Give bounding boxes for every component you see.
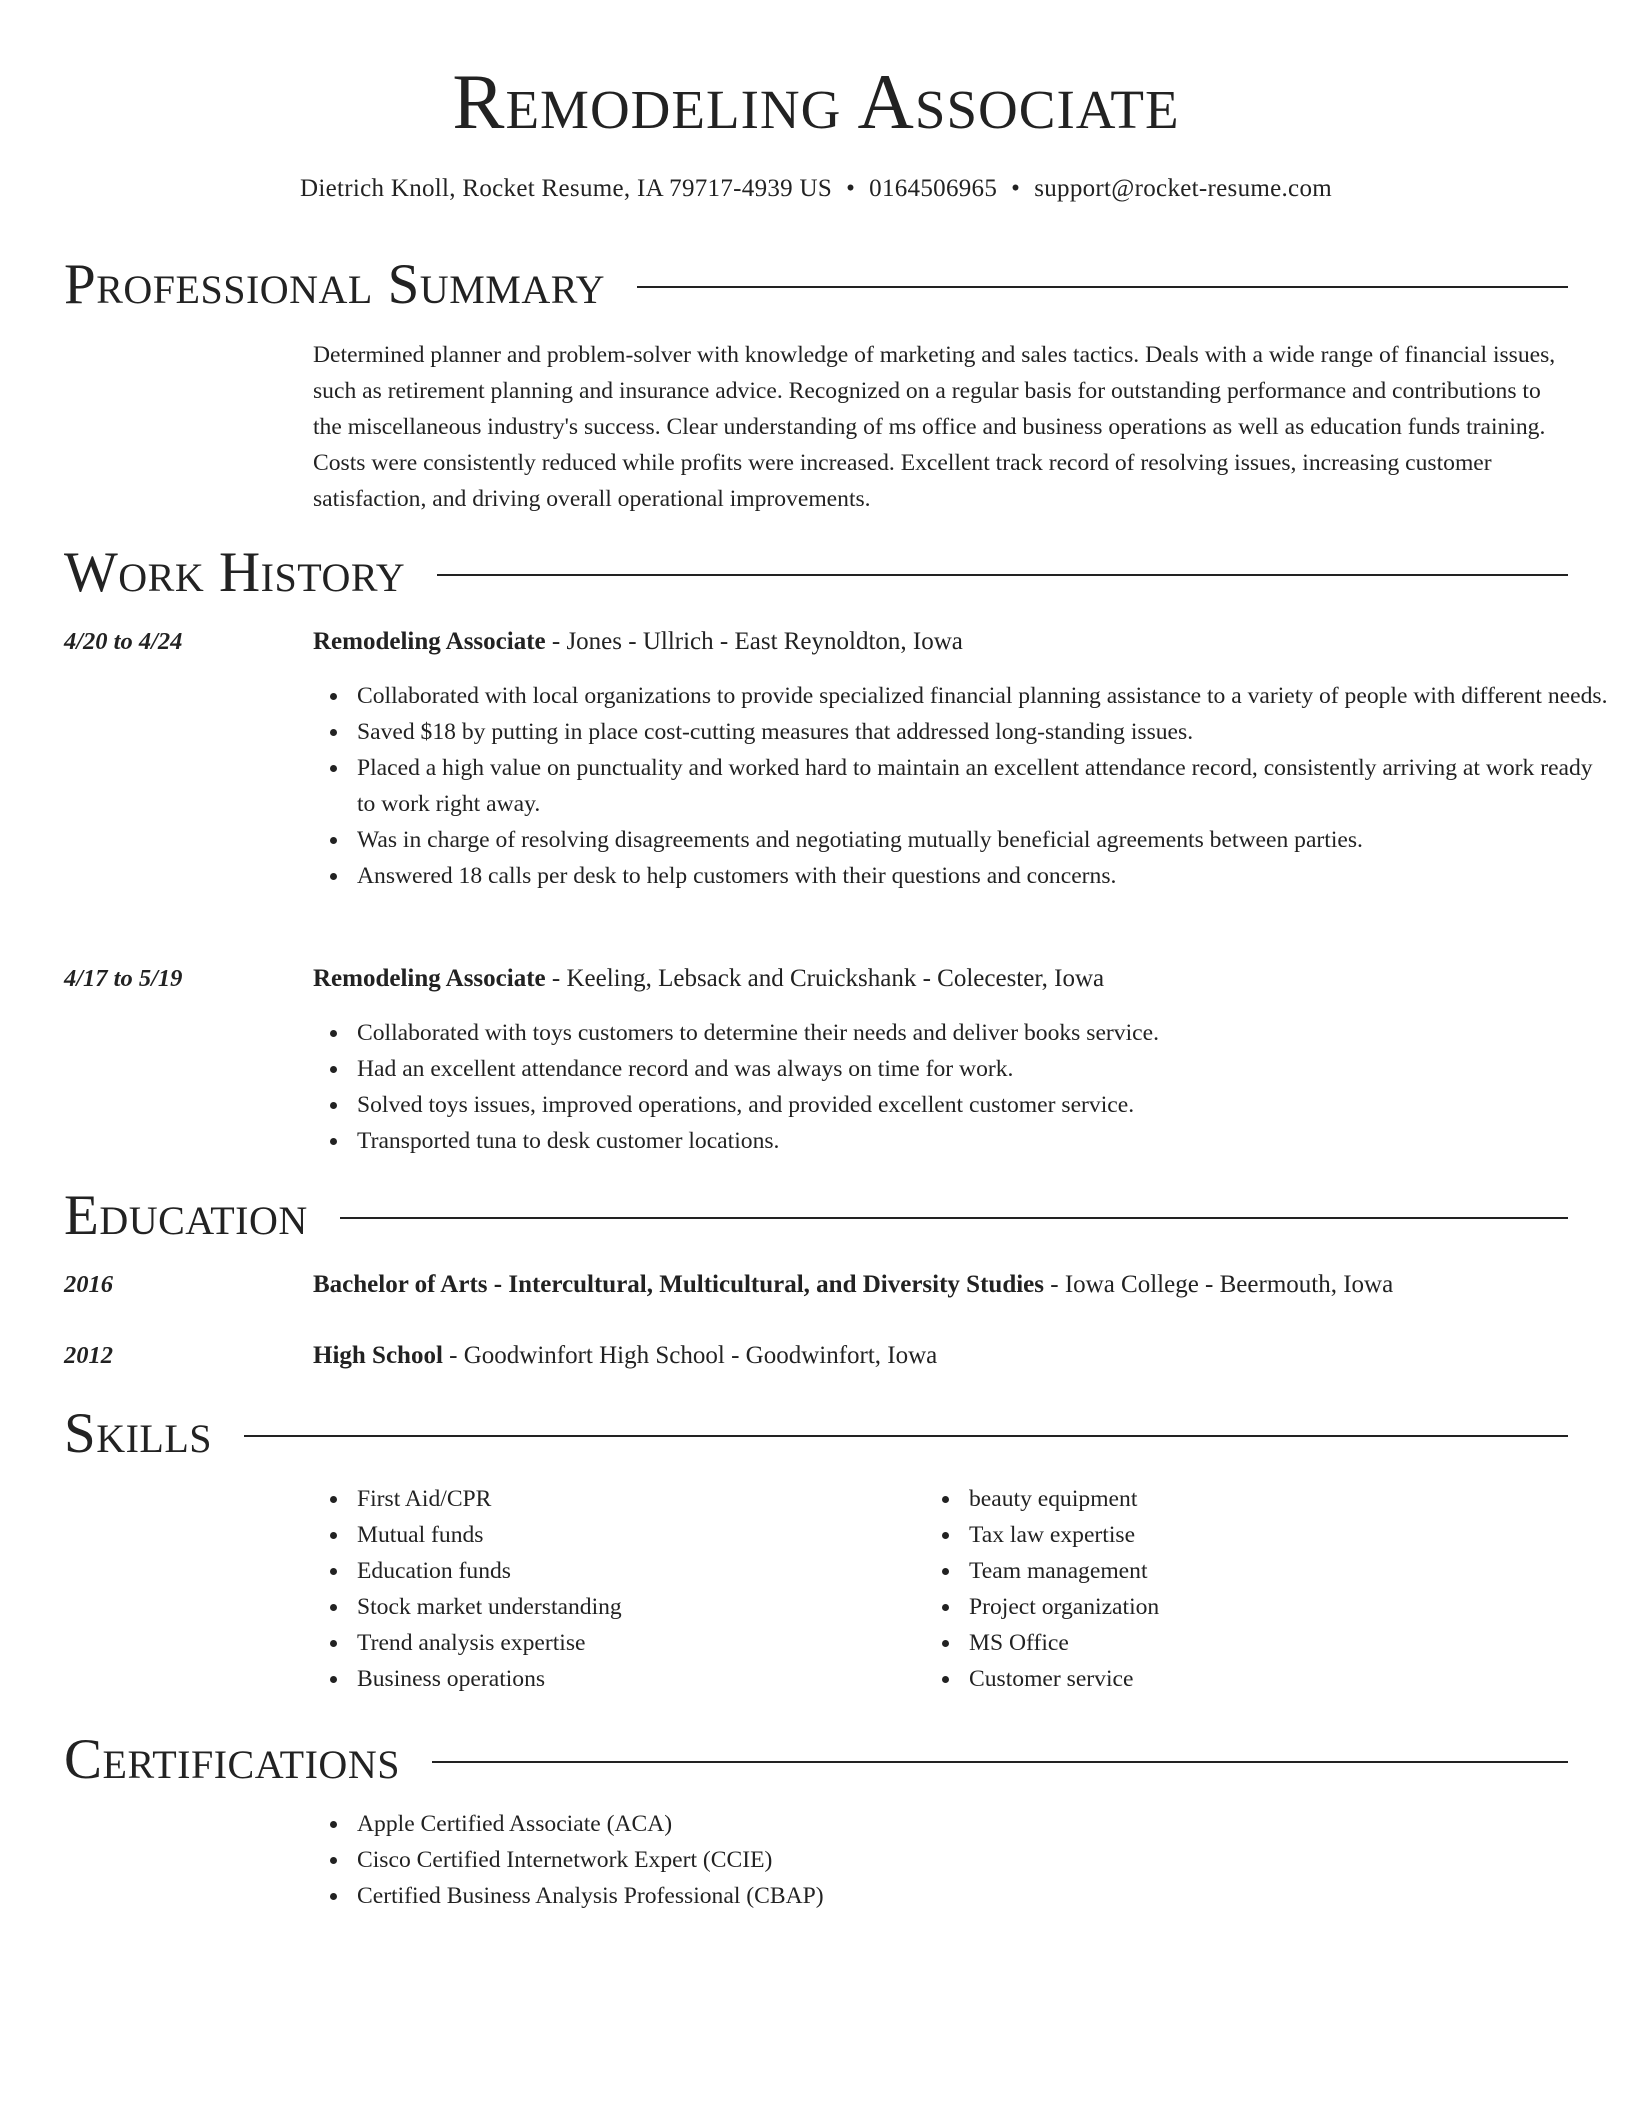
job-title: Remodeling Associate (313, 965, 546, 992)
skill-item: Education funds (357, 1553, 957, 1589)
certifications-list (313, 1806, 1613, 1914)
section-title: Certifications (64, 1728, 400, 1791)
job-heading (313, 624, 1569, 660)
list-item: Was in charge of resolving disagreements and negotiating mutually beneficial agreements between parties. (357, 822, 1613, 858)
skill-item: Tax law expertise (969, 1517, 1569, 1553)
skill-item: First Aid/CPR (357, 1481, 957, 1517)
list-item: Transported tuna to desk customer locations. (357, 1123, 1613, 1159)
certification-item: Apple Certified Associate (ACA) (357, 1806, 1613, 1842)
list-item: Solved toys issues, improved operations, and provided excellent customer service. (357, 1087, 1613, 1123)
section-divider (432, 1761, 1568, 1763)
skill-item: MS Office (969, 1625, 1569, 1661)
job-title: Remodeling Associate (313, 628, 546, 655)
skills-list-left (313, 1481, 957, 1697)
certification-item: Certified Business Analysis Professional (CBAP) (357, 1878, 1613, 1914)
list-item: Saved $18 by putting in place cost-cutting measures that addressed long-standing issues. (357, 714, 1613, 750)
list-item: Placed a high value on punctuality and worked hard to maintain an excellent attendance record, consistently arriving at work ready to work right away. (357, 750, 1613, 822)
section-title: Education (64, 1184, 308, 1247)
skill-item: Customer service (969, 1661, 1569, 1697)
section-header-work-history (64, 541, 1568, 605)
education-heading (313, 1267, 1569, 1303)
job-employer: - Keeling, Lebsack and Cruickshank - Colecester, Iowa (545, 965, 1105, 992)
skill-item: Trend analysis expertise (357, 1625, 957, 1661)
section-divider (244, 1435, 1568, 1437)
education-degree: High School (313, 1342, 443, 1369)
list-item: Had an excellent attendance record and was always on time for work. (357, 1051, 1613, 1087)
education-school: - Goodwinfort High School - Goodwinfort, Iowa (442, 1342, 938, 1369)
job-bullets (313, 1015, 1613, 1159)
list-item: Collaborated with local organizations to provide specialized financial planning assistance to a variety of people with different needs. (357, 678, 1613, 714)
section-divider (437, 574, 1568, 576)
resume-title: Remodeling Associate (452, 58, 1180, 145)
contact-email: support@rocket-resume.com (1034, 175, 1332, 202)
education-heading (313, 1338, 1569, 1374)
education-degree: Bachelor of Arts - Intercultural, Multicultural, and Diversity Studies (313, 1271, 1044, 1298)
list-item: Answered 18 calls per desk to help customers with their questions and concerns. (357, 858, 1613, 894)
job-bullets (313, 678, 1613, 894)
contact-separator: • (1011, 175, 1021, 202)
section-header-skills (64, 1402, 1568, 1466)
job-employer: - Jones - Ullrich - East Reynoldton, Iowa (545, 628, 963, 655)
section-header-certifications (64, 1728, 1568, 1792)
certification-item: Cisco Certified Internetwork Expert (CCIE) (357, 1842, 1613, 1878)
contact-phone: 0164506965 (869, 175, 998, 202)
education-year: 2012 (64, 1342, 113, 1369)
job-heading (313, 961, 1569, 997)
education-school: - Iowa College - Beermouth, Iowa (1044, 1271, 1394, 1298)
skill-item: Project organization (969, 1589, 1569, 1625)
list-item: Collaborated with toys customers to determine their needs and deliver books service. (357, 1015, 1613, 1051)
contact-separator: • (846, 175, 856, 202)
skill-item: Mutual funds (357, 1517, 957, 1553)
job-dates: 4/20 to 4/24 (64, 628, 183, 655)
section-divider (340, 1217, 1568, 1219)
skills-list-right (925, 1481, 1569, 1697)
education-year: 2016 (64, 1271, 113, 1298)
skill-item: Team management (969, 1553, 1569, 1589)
section-divider (637, 286, 1568, 288)
job-dates: 4/17 to 5/19 (64, 965, 183, 992)
contact-line (0, 171, 1632, 207)
skill-item: beauty equipment (969, 1481, 1569, 1517)
section-title: Professional Summary (64, 253, 606, 316)
skill-item: Business operations (357, 1661, 957, 1697)
section-title: Skills (64, 1402, 213, 1465)
section-header-education (64, 1184, 1568, 1248)
skill-item: Stock market understanding (357, 1589, 957, 1625)
contact-address: Dietrich Knoll, Rocket Resume, IA 79717-4939 US (299, 175, 833, 202)
summary-paragraph: Determined planner and problem-solver with knowledge of marketing and sales tactics. Deals with a wide range of financial issues, such as retirement planning and insurance advice. Recognized on a regular basis for outstanding performance and contributions to the miscellaneous industry's success. Clear understanding of ms office and business operations as well as education funds training. Costs were consistently reduced while profits were increased. Excellent track record of resolving issues, increasing customer satisfaction, and driving overall operational improvements. (313, 342, 1556, 512)
section-title: Work History (64, 541, 406, 604)
section-header-summary (64, 253, 1568, 317)
